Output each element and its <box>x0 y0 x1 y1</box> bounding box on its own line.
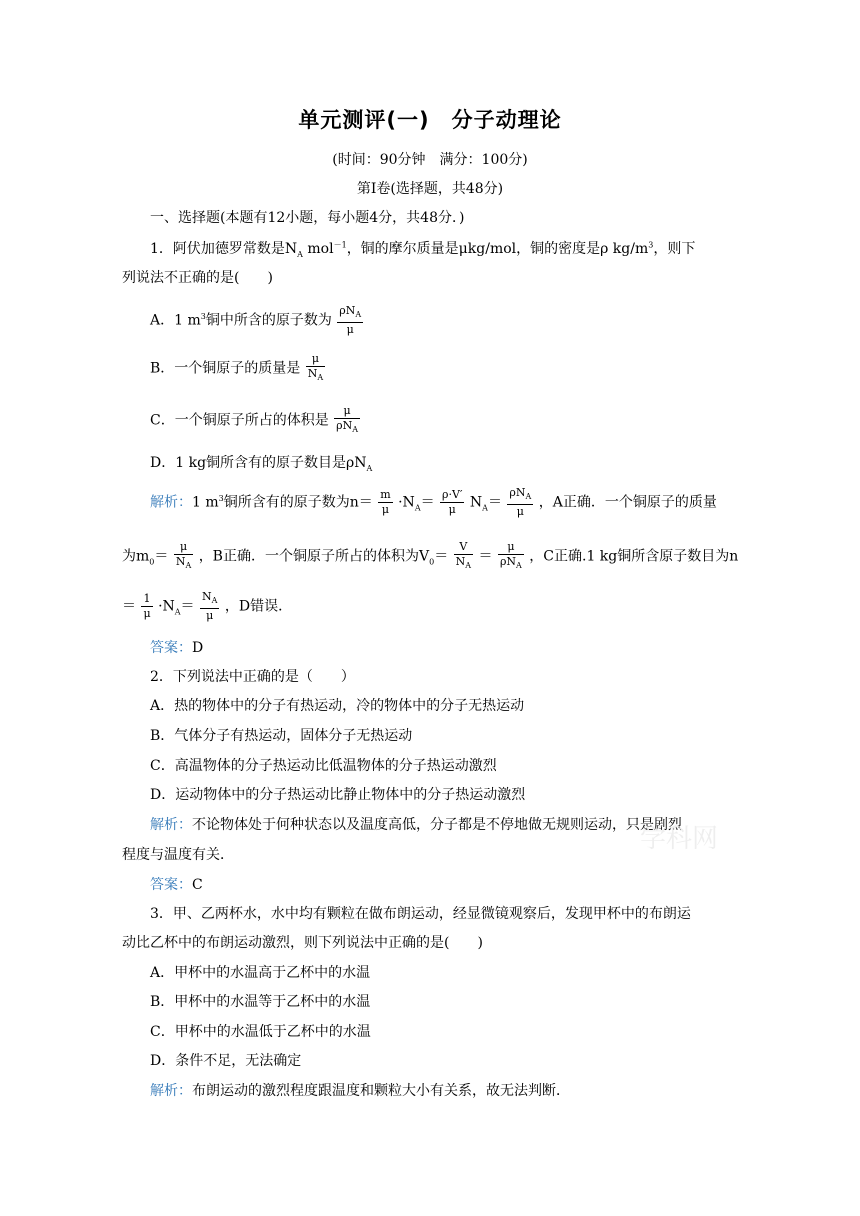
question-2-analysis-cont: 程度与温度有关． <box>122 847 234 863</box>
question-1-stem: 1．阿伏加德罗常数是$N_A$ mol$^{-1}$，铜的摩尔质量是μkg/mol，铜的密度是ρ $kg/m^3$，则下 <box>150 240 696 259</box>
page-title: 单元测评(一) 分子动理论 <box>298 108 562 132</box>
section-heading: 第Ⅰ卷(选择题，共48分) <box>356 181 504 197</box>
fraction: $\frac{\rho N_A}{\mu}$ <box>339 304 362 337</box>
question-2-option-b: B．气体分子有热运动，固体分子无热运动 <box>150 728 413 744</box>
question-2-option-c: C．高温物体的分子热运动比低温物体的分子热运动激烈 <box>150 758 497 774</box>
question-1-stem-cont: 列说法不正确的是( ) <box>122 270 273 286</box>
question-2-option-a: A．热的物体中的分子有热运动，冷的物体中的分子无热运动 <box>150 698 525 714</box>
question-1-option-c: C．一个铜原子所占的体积是 $\frac{\mu}{\rho N_A}$ <box>150 404 361 437</box>
question-1-answer: 答案：D <box>150 640 204 656</box>
watermark: 学科网 <box>640 824 719 854</box>
question-1-option-b: B．一个铜原子的质量是 $\frac{\mu}{N_A}$ <box>150 352 326 385</box>
question-1-analysis-cont-1: 为$m_0=$ $\frac{\mu}{N_A}$ ，B正确．一个铜原子所占的体积为$V_0=$ $\frac{V}{N_A}$ ＝ $\frac{\mu}{\rho N_A}$ ，C正确.1 kg铜所含原子数目为n <box>122 540 739 571</box>
question-3-option-b: B．甲杯中的水温等于乙杯中的水温 <box>150 994 371 1010</box>
analysis-label: 解析： <box>150 494 192 511</box>
question-1-option-a: A．1 $m^3$铜中所含的原子数为 $\frac{\rho N_A}{\mu}$ <box>150 304 362 337</box>
section-instruction: 一、选择题(本题有12小题，每小题4分，共48分．) <box>150 210 465 226</box>
question-1-option-d: D．1 kg铜所含有的原子数目是$\rho N_A$ <box>150 455 373 473</box>
question-1-analysis: 解析：1 $m^3$铜所含有的原子数为n＝ $\frac{m}{\mu}$ $\cdot N_A=$ $\frac{\rho\cdot V'}{\mu}$ $N_A=$ $\frac{\rho N_A}{\mu}$ ，A正确．一个铜原子的质量 <box>150 486 717 519</box>
question-2-option-d: D．运动物体中的分子热运动比静止物体中的分子热运动激烈 <box>150 787 526 803</box>
question-2-answer: 答案：C <box>150 877 203 893</box>
question-2-stem: 2．下列说法中正确的是（ ） <box>150 669 355 685</box>
fraction: $\frac{\mu}{\rho N_A}$ <box>336 404 359 435</box>
question-3-option-a: A．甲杯中的水温高于乙杯中的水温 <box>150 965 371 981</box>
question-2-analysis: 解析：不论物体处于何种状态以及温度高低，分子都是不停地做无规则运动，只是剧烈 <box>150 817 682 833</box>
fraction: $\frac{\mu}{N_A}$ <box>307 352 324 383</box>
question-1-analysis-cont-2: ＝ $\frac{1}{\mu}$ $\cdot N_A=$ $\frac{N_A}{\mu}$ ，D错误． <box>122 590 293 623</box>
exam-meta: (时间：90分钟 满分：100分) <box>332 152 528 168</box>
question-3-option-d: D．条件不足，无法确定 <box>150 1053 302 1069</box>
question-3-stem-cont: 动比乙杯中的布朗运动激烈，则下列说法中正确的是( ) <box>122 935 483 951</box>
question-3-option-c: C．甲杯中的水温低于乙杯中的水温 <box>150 1024 371 1040</box>
question-3-analysis: 解析：布朗运动的激烈程度跟温度和颗粒大小有关系，故无法判断． <box>150 1083 570 1099</box>
question-3-stem: 3．甲、乙两杯水，水中均有颗粒在做布朗运动，经显微镜观察后，发现甲杯中的布朗运 <box>150 906 691 922</box>
answer-label: 答案： <box>150 640 192 656</box>
